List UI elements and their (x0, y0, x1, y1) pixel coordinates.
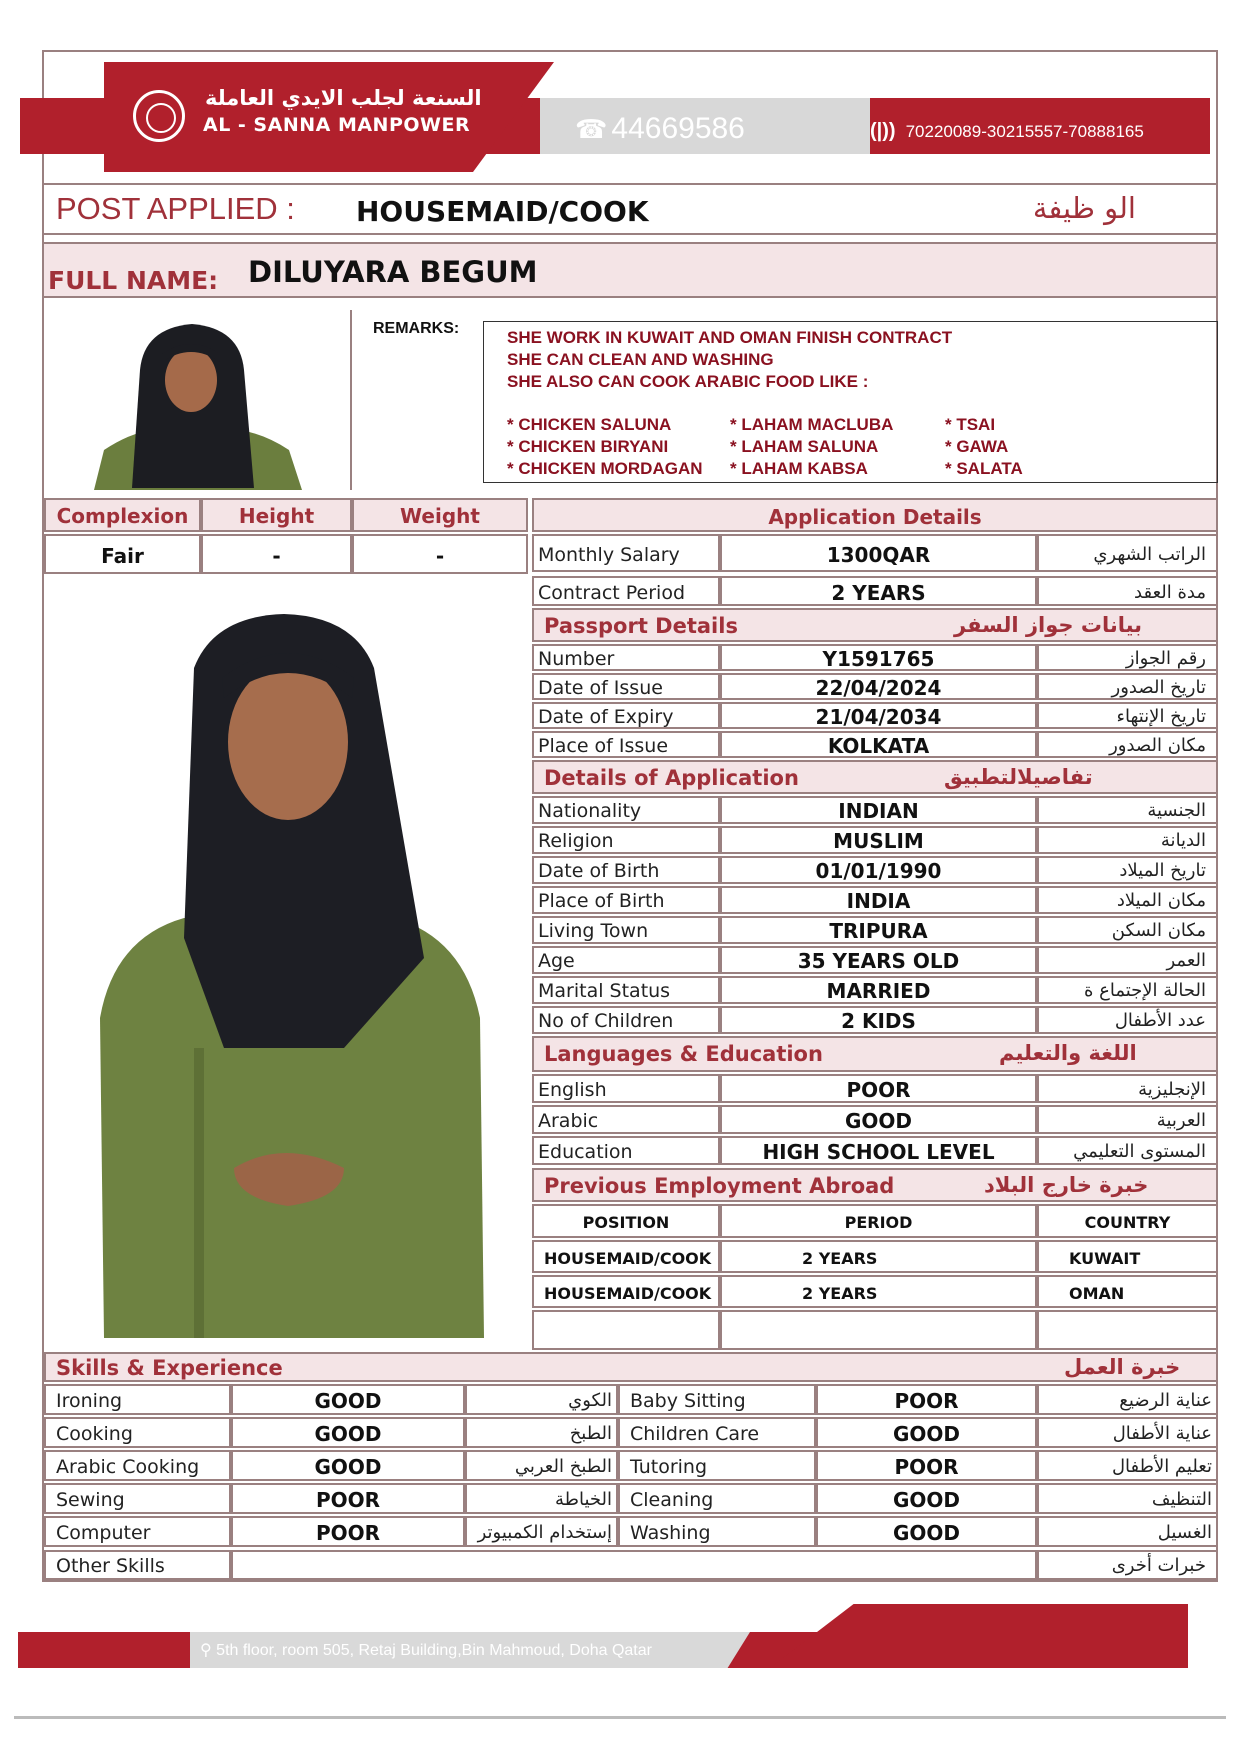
application-field-value: 35 YEARS OLD (720, 946, 1037, 974)
employment-country-header: COUNTRY (1037, 1204, 1218, 1238)
skill-rating: POOR (231, 1516, 465, 1547)
small-portrait-photo (44, 310, 352, 490)
contract-period-label: Contract Period (532, 576, 720, 606)
skill-rating: GOOD (816, 1516, 1037, 1547)
mobile-phone-icon: (|)) (870, 120, 896, 142)
application-field-label: Place of Birth (532, 886, 720, 914)
application-field-value: 2 KIDS (720, 1006, 1037, 1034)
application-field-value: MARRIED (720, 976, 1037, 1004)
skill-label: Washing (618, 1516, 816, 1547)
passport-details-title-arabic: بيانات جواز السفر (954, 613, 1143, 637)
skill-arabic: تعليم الأطفال (1037, 1450, 1218, 1481)
skill-label: Cooking (44, 1417, 231, 1448)
passport-field-label: Date of Expiry (532, 702, 720, 729)
language-field-arabic: العربية (1037, 1105, 1218, 1134)
application-field-value: 01/01/1990 (720, 856, 1037, 884)
application-field-arabic: مكان الميلاد (1037, 886, 1218, 914)
application-field-value: TRIPURA (720, 916, 1037, 944)
language-field-arabic: المستوى التعليمي (1037, 1136, 1218, 1165)
footer-bar-red (770, 1604, 1188, 1668)
skill-rating: POOR (816, 1450, 1037, 1481)
language-field-label: English (532, 1074, 720, 1103)
food-item: * TSAI (945, 415, 996, 434)
phone-number-text: 44669586 (611, 112, 745, 145)
food-item: * CHICKEN MORDAGAN (507, 459, 703, 478)
passport-field-arabic: تاريخ الإنتهاء (1037, 702, 1218, 729)
weight-header: Weight (352, 498, 528, 532)
details-of-application-title-arabic: تفاصيلالتطبيق (944, 765, 1093, 789)
languages-education-title: Languages & Education (544, 1042, 823, 1066)
skill-label: Computer (44, 1516, 231, 1547)
bottom-divider (14, 1716, 1226, 1719)
food-item: * CHICKEN BIRYANI (507, 437, 669, 456)
skills-experience-title: Skills & Experience (56, 1356, 283, 1380)
passport-field-value: Y1591765 (720, 644, 1037, 671)
skill-arabic: الطبخ العربي (465, 1450, 618, 1481)
passport-field-value: 21/04/2034 (720, 702, 1037, 729)
employment-position: HOUSEMAID/COOK (532, 1240, 720, 1273)
passport-field-value: 22/04/2024 (720, 673, 1037, 700)
skill-label: Baby Sitting (618, 1384, 816, 1415)
skill-label: Cleaning (618, 1483, 816, 1514)
language-field-value: GOOD (720, 1105, 1037, 1134)
full-name-row (42, 242, 1218, 298)
previous-employment-title-arabic: خبرة خارج البلاد (984, 1173, 1149, 1197)
skill-label: Arabic Cooking (44, 1450, 231, 1481)
skill-rating: POOR (231, 1483, 465, 1514)
food-item: * LAHAM SALUNA (730, 437, 879, 456)
employment-country: OMAN (1037, 1275, 1218, 1308)
passport-field-value: KOLKATA (720, 731, 1037, 758)
contract-period-arabic: مدة العقد (1037, 576, 1218, 606)
remarks-label: REMARKS: (373, 320, 460, 337)
contract-period-value: 2 YEARS (720, 576, 1037, 606)
application-field-label: Marital Status (532, 976, 720, 1004)
employment-empty-cell (532, 1310, 720, 1350)
application-field-label: Age (532, 946, 720, 974)
skill-rating: GOOD (231, 1384, 465, 1415)
skill-label: Children Care (618, 1417, 816, 1448)
languages-education-header (532, 1036, 1218, 1072)
application-field-arabic: العمر (1037, 946, 1218, 974)
passport-field-label: Number (532, 644, 720, 671)
employment-period-header: PERIOD (720, 1204, 1037, 1238)
language-field-arabic: الإنجليزية (1037, 1074, 1218, 1103)
employment-country: KUWAIT (1037, 1240, 1218, 1273)
passport-details-title: Passport Details (544, 614, 738, 638)
other-skills-value (231, 1550, 1037, 1580)
remarks-line: SHE ALSO CAN COOK ARABIC FOOD LIKE : (507, 372, 869, 391)
skill-arabic: عناية الأطفال (1037, 1417, 1218, 1448)
skill-arabic: إستخدام الكمبيوتر (465, 1516, 618, 1547)
details-of-application-header (532, 760, 1218, 794)
skill-label: Ironing (44, 1384, 231, 1415)
application-field-arabic: الجنسية (1037, 796, 1218, 824)
food-item: * SALATA (945, 459, 1023, 478)
post-applied-row (42, 183, 1218, 235)
location-pin-icon: ⚲ (200, 1642, 217, 1659)
remarks-line: SHE WORK IN KUWAIT AND OMAN FINISH CONTRACT (507, 328, 953, 347)
passport-field-arabic: مكان الصدور (1037, 731, 1218, 758)
post-applied-label-arabic: الو ظيفة (1032, 191, 1136, 225)
passport-details-header (532, 608, 1218, 642)
passport-field-arabic: تاريخ الصدور (1037, 673, 1218, 700)
skill-arabic: الغسيل (1037, 1516, 1218, 1547)
skill-rating: GOOD (231, 1450, 465, 1481)
language-field-value: HIGH SCHOOL LEVEL (720, 1136, 1037, 1165)
application-field-label: No of Children (532, 1006, 720, 1034)
details-of-application-title: Details of Application (544, 766, 799, 790)
food-item: * CHICKEN SALUNA (507, 415, 672, 434)
application-field-value: INDIAN (720, 796, 1037, 824)
application-details-header: Application Details (532, 498, 1218, 532)
skill-rating: GOOD (816, 1483, 1037, 1514)
brand-name-arabic: السنعة لجلب الايدي العاملة (205, 86, 482, 110)
skill-rating: GOOD (816, 1417, 1037, 1448)
skill-arabic: الكوي (465, 1384, 618, 1415)
skills-experience-title-arabic: خبرة العمل (1064, 1355, 1181, 1379)
skill-arabic: التنظيف (1037, 1483, 1218, 1514)
food-item: * LAHAM KABSA (730, 459, 868, 478)
previous-employment-title: Previous Employment Abroad (544, 1174, 895, 1198)
complexion-value: Fair (44, 534, 201, 574)
passport-field-label: Date of Issue (532, 673, 720, 700)
application-field-arabic: تاريخ الميلاد (1037, 856, 1218, 884)
passport-field-arabic: رقم الجواز (1037, 644, 1218, 671)
full-body-photo (44, 578, 528, 1338)
other-skills-label: Other Skills (44, 1550, 231, 1580)
application-field-label: Living Town (532, 916, 720, 944)
remarks-line: SHE CAN CLEAN AND WASHING (507, 350, 774, 369)
languages-education-title-arabic: اللغة والتعليم (999, 1041, 1137, 1065)
application-field-label: Nationality (532, 796, 720, 824)
brand-name: AL - SANNA MANPOWER (203, 114, 471, 136)
employment-period: 2 YEARS (720, 1275, 1037, 1308)
food-item: * GAWA (945, 437, 1009, 456)
skill-arabic: الخياطة (465, 1483, 618, 1514)
employment-period: 2 YEARS (720, 1240, 1037, 1273)
employment-empty-cell (720, 1310, 1037, 1350)
phone-number (575, 112, 745, 146)
application-field-value: INDIA (720, 886, 1037, 914)
employment-position-header: POSITION (532, 1204, 720, 1238)
skill-label: Sewing (44, 1483, 231, 1514)
employment-empty-cell (1037, 1310, 1218, 1350)
skill-rating: POOR (816, 1384, 1037, 1415)
skill-arabic: عناية الرضيع (1037, 1384, 1218, 1415)
footer-address-text: 5th floor, room 505, Retaj Building,Bin Mahmoud, Doha Qatar (216, 1642, 652, 1659)
globe-logo-icon (133, 90, 185, 142)
application-field-arabic: عدد الأطفال (1037, 1006, 1218, 1034)
application-field-arabic: مكان السكن (1037, 916, 1218, 944)
language-field-value: POOR (720, 1074, 1037, 1103)
skill-label: Tutoring (618, 1450, 816, 1481)
mobile-numbers (870, 120, 1144, 143)
portrait-large-image (44, 578, 528, 1338)
telephone-icon: ☎ (575, 114, 608, 144)
previous-employment-header (532, 1168, 1218, 1202)
weight-value: - (352, 534, 528, 574)
complexion-header: Complexion (44, 498, 201, 532)
full-name-label: FULL NAME: (48, 266, 219, 295)
monthly-salary-label: Monthly Salary (532, 534, 720, 572)
post-applied-value: HOUSEMAID/COOK (356, 195, 649, 228)
monthly-salary-value: 1300QAR (720, 534, 1037, 572)
full-name-value: DILUYARA BEGUM (248, 255, 538, 289)
height-value: - (201, 534, 352, 574)
application-field-label: Religion (532, 826, 720, 854)
skill-arabic: الطبخ (465, 1417, 618, 1448)
mobile-numbers-text: 70220089-30215557-70888165 (905, 122, 1144, 141)
language-field-label: Arabic (532, 1105, 720, 1134)
monthly-salary-arabic: الراتب الشهري (1037, 534, 1218, 572)
post-applied-label: POST APPLIED : (56, 191, 295, 226)
application-field-value: MUSLIM (720, 826, 1037, 854)
footer-address (200, 1640, 652, 1660)
food-item: * LAHAM MACLUBA (730, 415, 894, 434)
application-field-label: Date of Birth (532, 856, 720, 884)
application-field-arabic: الحالة الإجتماع ة (1037, 976, 1218, 1004)
height-header: Height (201, 498, 352, 532)
employment-position: HOUSEMAID/COOK (532, 1275, 720, 1308)
passport-field-label: Place of Issue (532, 731, 720, 758)
other-skills-arabic: خبرات أخرى (1037, 1550, 1218, 1580)
language-field-label: Education (532, 1136, 720, 1165)
skills-experience-header (44, 1352, 1218, 1382)
application-field-arabic: الديانة (1037, 826, 1218, 854)
skill-rating: GOOD (231, 1417, 465, 1448)
portrait-small-image (44, 310, 350, 490)
